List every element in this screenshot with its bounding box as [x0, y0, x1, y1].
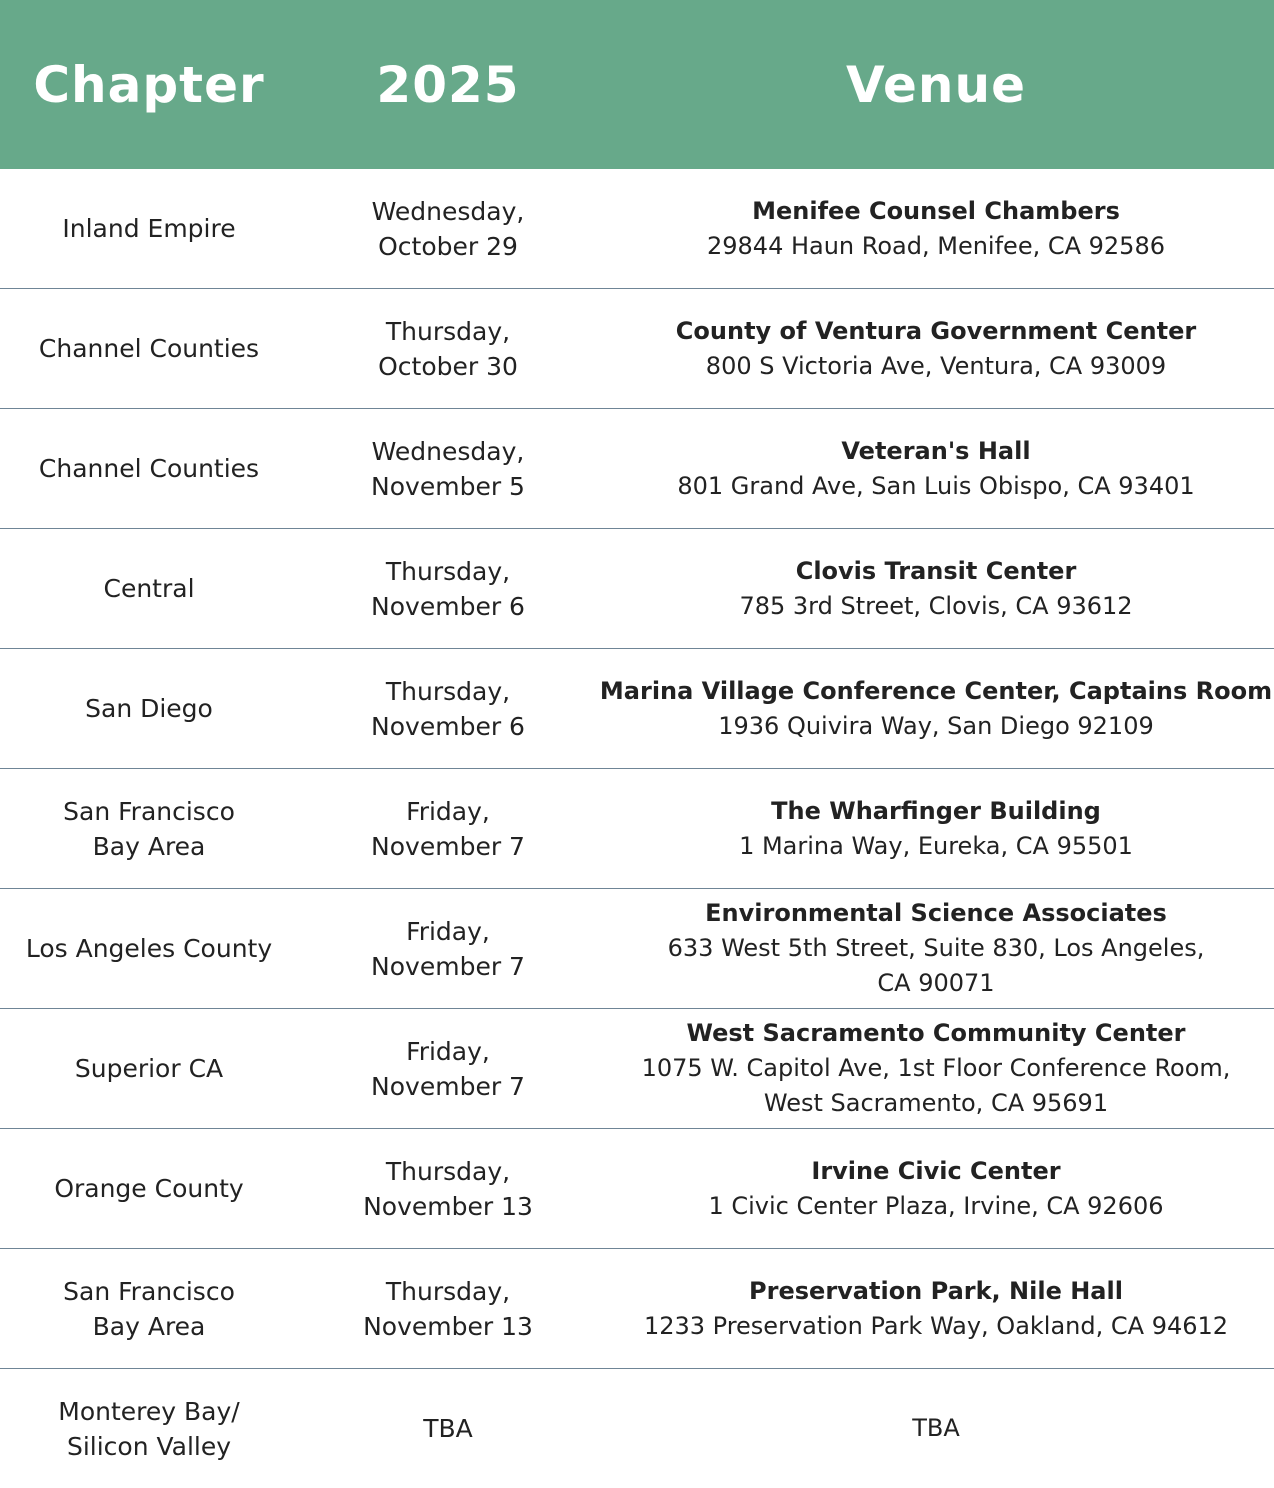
venue-address: 1233 Preservation Park Way, Oakland, CA 94612 — [643, 1311, 1229, 1340]
chapter-cell — [0, 1274, 298, 1344]
venue-name: West Sacramento Community Center — [686, 1019, 1186, 1047]
event-date: Thursday, November 6 — [371, 556, 525, 621]
venue-name: The Wharfinger Building — [771, 796, 1101, 825]
table-row — [0, 529, 1274, 649]
table-row — [0, 769, 1274, 889]
date-cell — [298, 1034, 598, 1104]
date-cell — [298, 914, 598, 984]
header-venue: Venue — [846, 55, 1026, 114]
chapter-cell — [0, 1171, 298, 1206]
event-date: TBA — [423, 1414, 473, 1443]
venue-cell — [598, 314, 1274, 384]
date-cell — [298, 1411, 598, 1446]
venue-cell — [598, 1274, 1274, 1344]
venue-cell — [598, 1154, 1274, 1224]
venue-address: 1 Civic Center Plaza, Irvine, CA 92606 — [708, 1191, 1164, 1220]
venue-address: TBA — [912, 1414, 960, 1442]
event-date: Wednesday, November 5 — [371, 436, 525, 501]
venue-cell — [598, 1016, 1274, 1121]
chapter-name: San Francisco Bay Area — [63, 796, 235, 861]
chapter-name: Channel Counties — [38, 454, 260, 483]
venue-address: 801 Grand Ave, San Luis Obispo, CA 93401 — [677, 471, 1195, 500]
venue-address: 1 Marina Way, Eureka, CA 95501 — [739, 831, 1133, 860]
chapter-cell — [0, 1051, 298, 1086]
event-date: Friday, November 7 — [371, 796, 525, 861]
venue-address: 800 S Victoria Ave, Ventura, CA 93009 — [705, 351, 1167, 380]
date-cell — [298, 794, 598, 864]
table-row — [0, 889, 1274, 1009]
venue-cell — [598, 674, 1274, 744]
chapter-cell — [0, 331, 298, 366]
chapter-name: San Diego — [85, 694, 213, 723]
chapter-name: Orange County — [54, 1174, 244, 1203]
date-cell — [298, 1274, 598, 1344]
venue-name: Preservation Park, Nile Hall — [749, 1276, 1123, 1305]
chapter-name: Channel Counties — [38, 334, 260, 363]
table-row — [0, 1129, 1274, 1249]
venue-name: Clovis Transit Center — [795, 556, 1077, 585]
venue-address: 1075 W. Capitol Ave, 1st Floor Conference Room, West Sacramento, CA 95691 — [641, 1054, 1231, 1117]
chapter-cell — [0, 794, 298, 864]
venue-name: County of Ventura Government Center — [675, 316, 1197, 345]
event-date: Thursday, November 6 — [371, 676, 525, 741]
chapter-name: Los Angeles County — [25, 934, 273, 963]
chapter-cell — [0, 451, 298, 486]
venue-cell — [598, 194, 1274, 264]
date-cell — [298, 314, 598, 384]
event-date: Thursday, November 13 — [363, 1156, 533, 1221]
chapter-name: Inland Empire — [62, 214, 236, 243]
table-row — [0, 289, 1274, 409]
chapter-name: Central — [103, 574, 195, 603]
date-cell — [298, 434, 598, 504]
venue-name: Menifee Counsel Chambers — [752, 196, 1120, 225]
venue-cell — [598, 434, 1274, 504]
table-row — [0, 649, 1274, 769]
chapter-cell — [0, 691, 298, 726]
chapter-cell — [0, 931, 298, 966]
event-date: Thursday, October 30 — [378, 316, 518, 381]
header-year: 2025 — [376, 55, 520, 114]
chapter-cell — [0, 571, 298, 606]
chapter-cell — [0, 1394, 298, 1464]
date-cell — [298, 674, 598, 744]
date-cell — [298, 194, 598, 264]
date-cell — [298, 554, 598, 624]
event-date: Thursday, November 13 — [363, 1276, 533, 1341]
date-cell — [298, 1154, 598, 1224]
venue-cell — [598, 554, 1274, 624]
venue-cell — [598, 1411, 1274, 1446]
header-chapter: Chapter — [33, 55, 265, 114]
event-date: Wednesday, October 29 — [371, 196, 525, 261]
chapter-name: San Francisco Bay Area — [63, 1276, 235, 1341]
venue-name: Irvine Civic Center — [811, 1156, 1061, 1185]
table-header — [0, 0, 1274, 169]
table-row — [0, 1369, 1274, 1488]
venue-address: 29844 Haun Road, Menifee, CA 92586 — [706, 231, 1165, 260]
event-date: Friday, November 7 — [371, 1036, 525, 1101]
table-row — [0, 169, 1274, 289]
venue-address: 1936 Quivira Way, San Diego 92109 — [718, 711, 1154, 740]
chapter-cell — [0, 211, 298, 246]
event-date: Friday, November 7 — [371, 916, 525, 981]
table-row — [0, 1249, 1274, 1369]
venue-name: Environmental Science Associates — [705, 899, 1167, 927]
chapter-name: Superior CA — [74, 1054, 224, 1083]
venue-address: 785 3rd Street, Clovis, CA 93612 — [739, 591, 1133, 620]
chapter-name: Monterey Bay/ Silicon Valley — [58, 1396, 240, 1461]
table-row — [0, 1009, 1274, 1129]
table-row — [0, 409, 1274, 529]
venue-address: 633 West 5th Street, Suite 830, Los Angeles, CA 90071 — [667, 934, 1205, 997]
venue-cell — [598, 794, 1274, 864]
venue-name: Veteran's Hall — [841, 436, 1031, 465]
venue-cell — [598, 896, 1274, 1001]
venue-name: Marina Village Conference Center, Captains Room — [599, 676, 1273, 705]
